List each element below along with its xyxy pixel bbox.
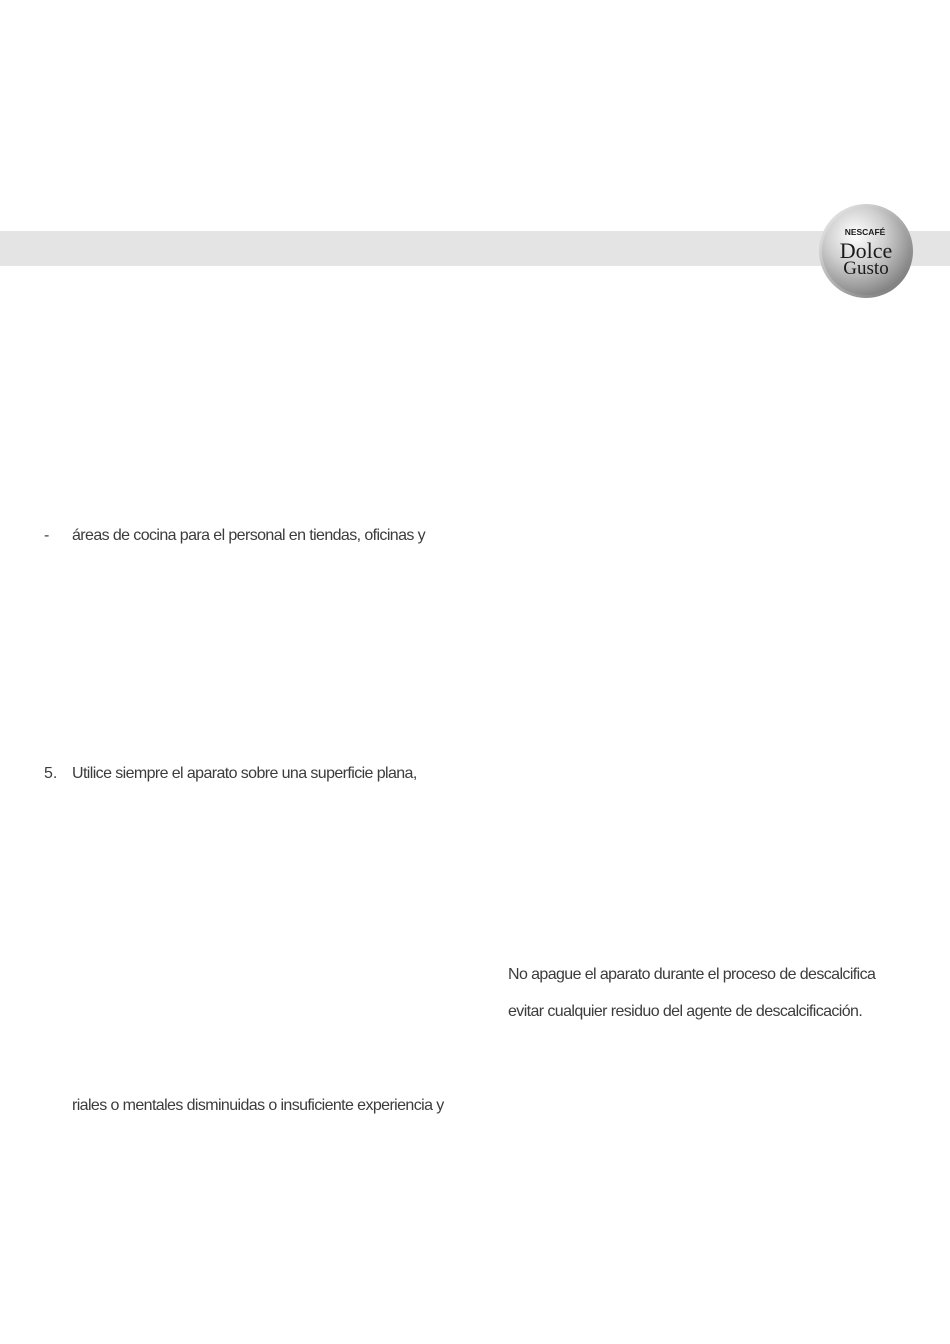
- list-number-marker: 5.: [44, 765, 58, 782]
- logo-line1: Dolce: [839, 238, 893, 263]
- paragraph-line: riales o mentales disminuidas o insuficiente experiencia y: [72, 1097, 444, 1114]
- paragraph-line: evitar cualquier residuo del agente de descalcificación.: [508, 1003, 863, 1020]
- nescafe-dolce-gusto-logo: [818, 203, 914, 299]
- header-band: [0, 231, 950, 266]
- list-item-text: Utilice siempre el aparato sobre una superficie plana,: [72, 765, 417, 782]
- paragraph-line: No apague el aparato durante el proceso de descalcifica: [508, 966, 876, 983]
- logo-brand: NESCAFÉ: [844, 227, 886, 237]
- list-dash-marker: -: [44, 527, 50, 544]
- logo-line2: Gusto: [843, 258, 889, 279]
- list-item-text: áreas de cocina para el personal en tiendas, oficinas y: [72, 527, 426, 544]
